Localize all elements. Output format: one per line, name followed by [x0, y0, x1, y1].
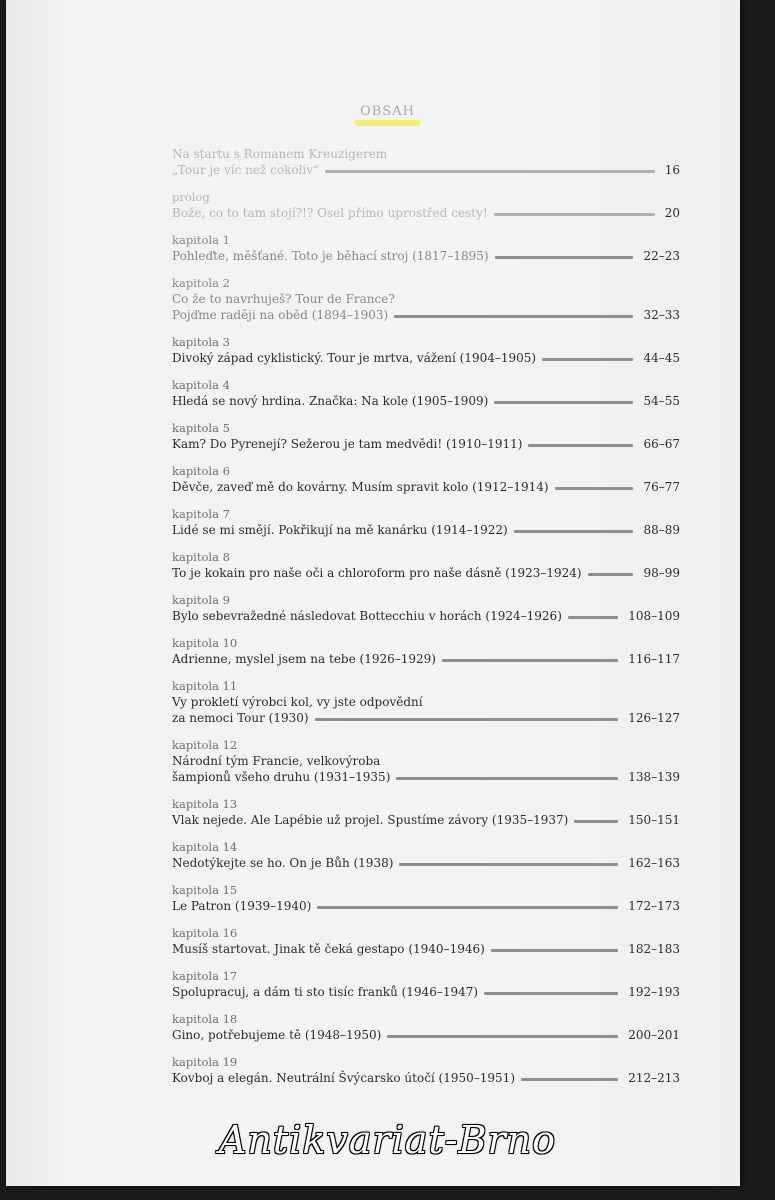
chapter-title-line: Národní tým Francie, velkovýroba — [172, 754, 381, 768]
leader-line — [491, 949, 618, 952]
chapter-label: kapitola 9 — [172, 593, 230, 607]
chapter-title: „Tour je víc než cokoliv“ — [172, 163, 320, 177]
page-numbers: 182–183 — [628, 942, 680, 956]
chapter-title-row — [172, 608, 680, 624]
chapter-title: Vlak nejede. Ale Lapébie už projel. Spustíme závory (1935–1937) — [172, 813, 569, 827]
chapter-label: kapitola 18 — [172, 1012, 238, 1026]
leader-line — [387, 1035, 618, 1038]
leader-line — [315, 718, 619, 721]
leader-line — [494, 213, 655, 216]
chapter-title-row — [172, 436, 680, 452]
chapter-title: Hledá se nový hrdina. Značka: Na kole (1905–1909) — [172, 394, 489, 408]
page-numbers: 138–139 — [628, 770, 680, 784]
chapter-title: za nemoci Tour (1930) — [172, 711, 309, 725]
page-numbers: 172–173 — [628, 899, 680, 913]
toc-entry — [172, 146, 680, 178]
chapter-title: Musíš startovat. Jinak tě čeká gestapo (1940–1946) — [172, 942, 485, 956]
chapter-title-row — [172, 941, 680, 957]
chapter-label: kapitola 11 — [172, 679, 238, 693]
chapter-title-line: Na startu s Romanem Kreuzigerem — [172, 147, 388, 161]
page-numbers: 22–23 — [643, 249, 680, 263]
toc-entry — [172, 275, 680, 323]
chapter-title-row — [172, 812, 680, 828]
toc-entry — [172, 925, 680, 957]
leader-line — [495, 256, 634, 259]
page-numbers: 16 — [664, 163, 680, 177]
leader-line — [317, 906, 618, 909]
toc-entry — [172, 1011, 680, 1043]
chapter-title: Nedotýkejte se ho. On je Bůh (1938) — [172, 856, 394, 870]
leader-line — [542, 358, 633, 361]
chapter-title: Kam? Do Pyrenejí? Sežerou je tam medvědi! (1910–1911) — [172, 437, 523, 451]
toc-entry — [172, 1054, 680, 1086]
chapter-title: Bože, co to tam stojí?!? Osel přímo uprostřed cesty! — [172, 206, 488, 220]
page-numbers: 108–109 — [628, 609, 680, 623]
page-numbers: 116–117 — [628, 652, 680, 666]
toc-entry — [172, 549, 680, 581]
chapter-title-row — [172, 565, 680, 581]
chapter-label: kapitola 5 — [172, 421, 230, 435]
chapter-title: To je kokain pro naše oči a chloroform pro naše dásně (1923–1924) — [172, 566, 582, 580]
chapter-label: kapitola 8 — [172, 550, 230, 564]
chapter-title: Divoký západ cyklistický. Tour je mrtva, vážení (1904–1905) — [172, 351, 537, 365]
chapter-label: kapitola 19 — [172, 1055, 238, 1069]
page-numbers: 192–193 — [628, 985, 680, 999]
chapter-label: kapitola 7 — [172, 507, 230, 521]
leader-line — [325, 170, 655, 173]
leader-line — [399, 863, 618, 866]
toc-entry — [172, 420, 680, 452]
chapter-title-row — [172, 522, 680, 538]
chapter-label: kapitola 15 — [172, 883, 238, 897]
page-numbers: 200–201 — [628, 1028, 680, 1042]
toc-entry — [172, 377, 680, 409]
chapter-title-row — [172, 984, 680, 1000]
leader-line — [555, 487, 634, 490]
page-numbers: 98–99 — [643, 566, 680, 580]
toc-entry — [172, 463, 680, 495]
chapter-title: Le Patron (1939–1940) — [172, 899, 312, 913]
chapter-label: kapitola 6 — [172, 464, 230, 478]
chapter-title-line: Co že to navrhuješ? Tour de France? — [172, 292, 395, 306]
page-numbers: 66–67 — [643, 437, 680, 451]
leader-line — [494, 401, 633, 404]
leader-line — [442, 659, 618, 662]
leader-line — [394, 315, 633, 318]
toc-entry — [172, 506, 680, 538]
toc-entry — [172, 334, 680, 366]
chapter-title-row — [172, 651, 680, 667]
chapter-title-row — [172, 205, 680, 221]
chapter-title-row — [172, 162, 680, 178]
toc-entry — [172, 882, 680, 914]
chapter-title: Pojďme raději na oběd (1894–1903) — [172, 308, 389, 322]
toc-entry — [172, 796, 680, 828]
chapter-title: Lidé se mi smějí. Pokřikují na mě kanárku (1914–1922) — [172, 523, 508, 537]
chapter-label: kapitola 12 — [172, 738, 238, 752]
chapter-title-row — [172, 710, 680, 726]
leader-line — [514, 530, 634, 533]
chapter-label: prolog — [172, 190, 210, 204]
page-numbers: 76–77 — [643, 480, 680, 494]
leader-line — [528, 444, 633, 447]
leader-line — [568, 616, 618, 619]
toc-heading — [0, 104, 775, 119]
page-numbers: 54–55 — [643, 394, 680, 408]
chapter-title-row — [172, 769, 680, 785]
chapter-label: kapitola 14 — [172, 840, 238, 854]
chapter-title-row — [172, 393, 680, 409]
toc-entry — [172, 189, 680, 221]
chapter-label: kapitola 1 — [172, 233, 230, 247]
toc-entry — [172, 968, 680, 1000]
leader-line — [588, 573, 634, 576]
toc-entry — [172, 839, 680, 871]
chapter-label: kapitola 17 — [172, 969, 238, 983]
toc-entry — [172, 592, 680, 624]
chapter-title-line: Vy prokletí výrobci kol, vy jste odpovědní — [172, 695, 423, 709]
chapter-title: Bylo sebevražedné následovat Bottecchiu v horách (1924–1926) — [172, 609, 562, 623]
page-numbers: 150–151 — [628, 813, 680, 827]
chapter-label: kapitola 4 — [172, 378, 230, 392]
toc-entry — [172, 635, 680, 667]
leader-line — [521, 1078, 618, 1081]
toc-entry — [172, 678, 680, 726]
chapter-title: Gino, potřebujeme tě (1948–1950) — [172, 1028, 382, 1042]
chapter-title-row — [172, 350, 680, 366]
chapter-label: kapitola 16 — [172, 926, 238, 940]
leader-line — [484, 992, 618, 995]
watermark: Antikvariat-Brno — [218, 1118, 556, 1162]
chapter-title-row — [172, 248, 680, 264]
chapter-title-row — [172, 307, 680, 323]
leader-line — [574, 820, 618, 823]
chapter-title: Adrienne, myslel jsem na tebe (1926–1929) — [172, 652, 436, 666]
chapter-title: Spolupracuj, a dám ti sto tisíc franků (1946–1947) — [172, 985, 479, 999]
leader-line — [396, 777, 618, 780]
chapter-title-row — [172, 855, 680, 871]
page-numbers: 20 — [664, 206, 680, 220]
toc-heading-text: OBSAH — [356, 104, 419, 119]
chapter-label: kapitola 13 — [172, 797, 238, 811]
chapter-title: šampionů všeho druhu (1931–1935) — [172, 770, 391, 784]
chapter-title: Kovboj a elegán. Neutrální Švýcarsko útočí (1950–1951) — [172, 1071, 516, 1085]
toc-entry — [172, 737, 680, 785]
chapter-title: Děvče, zaveď mě do kovárny. Musím spravit kolo (1912–1914) — [172, 480, 549, 494]
page-numbers: 44–45 — [643, 351, 680, 365]
table-of-contents — [172, 146, 680, 1097]
chapter-title-row — [172, 479, 680, 495]
page-numbers: 212–213 — [628, 1071, 680, 1085]
toc-entry — [172, 232, 680, 264]
chapter-label: kapitola 10 — [172, 636, 238, 650]
page-numbers: 88–89 — [643, 523, 680, 537]
page-numbers: 126–127 — [628, 711, 680, 725]
chapter-title-row — [172, 898, 680, 914]
page-numbers: 162–163 — [628, 856, 680, 870]
chapter-title-row — [172, 1070, 680, 1086]
chapter-label: kapitola 3 — [172, 335, 230, 349]
chapter-title-row — [172, 1027, 680, 1043]
chapter-title: Pohleďte, měšťané. Toto je běhací stroj (1817–1895) — [172, 249, 489, 263]
page-numbers: 32–33 — [643, 308, 680, 322]
chapter-label: kapitola 2 — [172, 276, 230, 290]
